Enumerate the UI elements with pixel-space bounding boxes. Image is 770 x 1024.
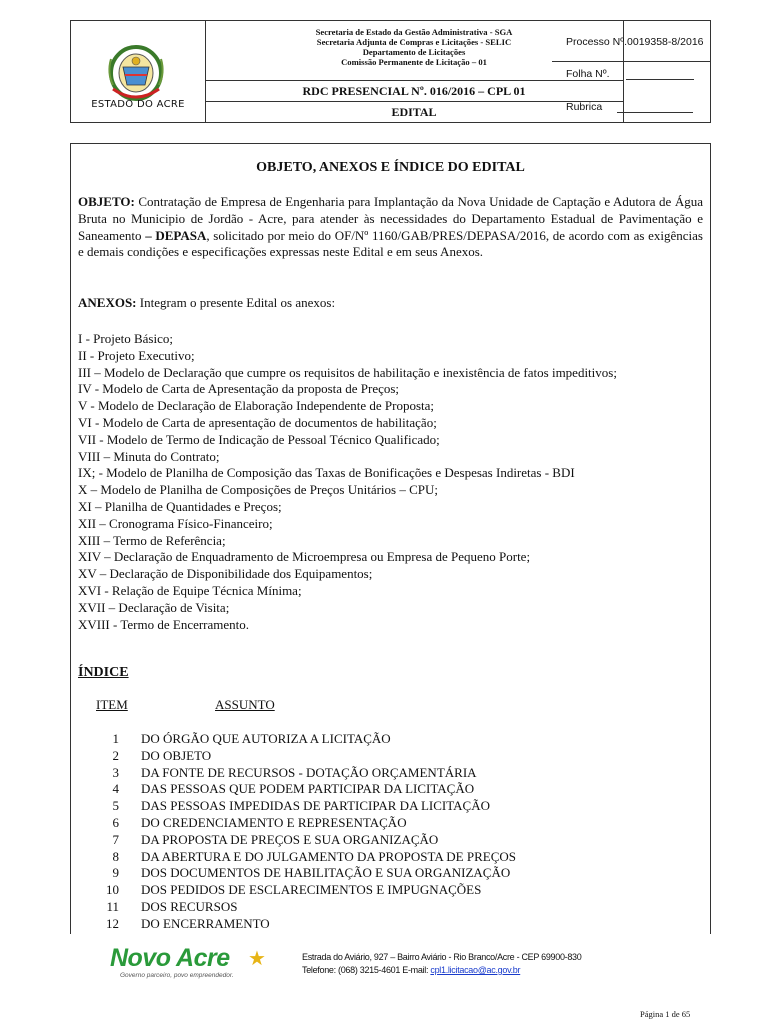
objeto-paragraph [78,194,703,261]
item-subject: DA ABERTURA E DO JULGAMENTO DA PROPOSTA DE PREÇOS [141,848,516,864]
list-item: XI – Planilha de Quantidades e Preços; [78,498,282,514]
rubrica-label: Rubrica [566,101,603,113]
list-item [95,849,655,866]
list-item [95,916,655,933]
item-subject: DOS DOCUMENTOS DE HABILITAÇÃO E SUA ORGANIZAÇÃO [141,865,511,881]
folha-field [552,62,711,98]
novo-acre-logo [110,944,280,984]
indice-heading: ÍNDICE [78,665,129,680]
item-subject: DO ENCERRAMENTO [141,915,270,931]
item-number: 11 [106,898,119,914]
list-item: I - Projeto Básico; [78,331,173,346]
list-item [95,815,655,832]
dept-line: Departamento de Licitações [362,47,466,57]
edital-label: EDITAL [391,105,437,119]
list-item: XIII – Termo de Referência; [78,532,226,548]
page-number: Página 1 de 65 [640,1009,691,1019]
item-number: 8 [112,848,119,864]
list-item: IX; - Modelo de Planilha de Composição das Taxas de Bonificações e Despesas Indiretas - BDI [78,465,575,481]
list-item [95,731,655,748]
star-icon: ★ [248,948,266,970]
dept-line: Secretaria de Estado da Gestão Administrativa - SGA [315,27,513,37]
item-number: 5 [112,798,119,814]
dept-line: Comissão Permanente de Licitação – 01 [341,57,487,67]
item-subject: DA PROPOSTA DE PREÇOS E SUA ORGANIZAÇÃO [141,831,439,847]
item-number: 12 [106,915,119,931]
list-item: IV - Modelo de Carta de Apresentação da proposta de Preços; [78,381,400,397]
address-line: Estrada do Aviário, 927 – Bairro Aviário - Rio Branco/Acre - CEP 69900-830 [302,952,582,962]
anexos-paragraph [78,295,703,312]
item-number: 6 [112,814,119,830]
list-item: XVI - Relação de Equipe Técnica Mínima; [78,582,302,598]
list-item: XVIII - Termo de Encerramento. [78,616,250,632]
objeto-label: OBJETO: [78,194,135,209]
list-item: II - Projeto Executivo; [78,347,195,363]
folha-blank [626,70,694,80]
list-item: VI - Modelo de Carta de apresentação de documentos de habilitação; [78,414,437,430]
list-item: V - Modelo de Declaração de Elaboração Independente de Proposta; [78,398,435,414]
anexos-list [78,331,703,633]
acre-coat-of-arms-icon [101,43,171,105]
item-subject: DA FONTE DE RECURSOS - DOTAÇÃO ORÇAMENTÁRIA [141,764,477,780]
item-subject: DAS PESSOAS IMPEDIDAS DE PARTICIPAR DA LICITAÇÃO [141,798,491,814]
list-item [95,781,655,798]
list-item [95,748,655,765]
anexos-label: ANEXOS: [78,295,137,310]
page-title: OBJETO, ANEXOS E ÍNDICE DO EDITAL [256,160,525,175]
objeto-text-1: Contratação de Empresa de Engenharia para Implantação da Nova Unidade de Captação e Adutora de Água Bruta no Municipio de Jordão - Acre, para atender às necessidades do Departamento Estadual de Pavimentação e Saneamento [78,194,703,243]
list-item: VIII – Minuta do Contrato; [78,448,220,464]
column-header-assunto: ASSUNTO [215,697,275,712]
item-number: 2 [112,747,119,763]
rubrica-blank [617,103,693,113]
process-info-cell [552,20,711,123]
footer-address [302,951,581,977]
processo-number: Processo Nº.0019358-8/2016 [552,20,711,62]
objeto-text-2: , solicitado por meio do OF/Nº 1160/GAB/PRES/DEPASA/2016, de acordo com as exigências e demais condições e especificações expressas neste Edital e em seus Anexos. [78,227,703,260]
list-item: XII – Cronograma Físico-Financeiro; [78,515,273,531]
rdc-number: RDC PRESENCIAL Nº. 016/2016 – CPL 01 [205,80,623,102]
indice-list [95,731,655,933]
contact-line [302,964,581,977]
item-number: 4 [112,781,119,797]
item-number: 7 [112,831,119,847]
logo-tagline: Governo parceiro, povo empreendedor. [120,972,234,979]
dept-line: Secretaria Adjunta de Compras e Licitações - SELIC [316,37,512,47]
item-subject: DOS PEDIDOS DE ESCLARECIMENTOS E IMPUGNAÇÕES [141,882,482,898]
logo-text: Novo Acre [110,944,230,972]
list-item [95,765,655,782]
list-item: XVII – Declaração de Visita; [78,599,230,615]
list-item: XIV – Declaração de Enquadramento de Microempresa ou Empresa de Pequeno Porte; [78,549,531,565]
list-item: III – Modelo de Declaração que cumpre os requisitos de habilitação e inexistência de fatos impeditivos; [78,364,617,380]
estado-label: ESTADO DO ACRE [91,99,185,110]
list-item [95,832,655,849]
item-number: 3 [112,764,119,780]
item-subject: DOS RECURSOS [141,898,238,914]
objeto-depasa: – DEPASA [145,227,207,243]
item-subject: DO CREDENCIAMENTO E REPRESENTAÇÃO [141,814,407,830]
rubrica-field [552,98,711,123]
phone-text: Telefone: (068) 3215-4601 E-mail: [302,965,431,975]
item-number: 10 [106,882,119,898]
item-subject: DO OBJETO [141,747,212,763]
folha-label: Folha Nº. [566,68,610,80]
list-item [95,798,655,815]
list-item: VII - Modelo de Termo de Indicação de Pessoal Técnico Qualificado; [78,431,440,447]
item-subject: DAS PESSOAS QUE PODEM PARTICIPAR DA LICITAÇÃO [141,781,475,797]
item-number: 1 [112,731,119,746]
list-item: X – Modelo de Planilha de Composições de Preços Unitários – CPU; [78,482,438,498]
list-item: XV – Declaração de Disponibilidade dos Equipamentos; [78,566,373,582]
column-header-item: ITEM [96,697,128,712]
header-logo-cell [71,21,206,122]
item-number: 9 [112,865,119,881]
item-subject: DO ÓRGÃO QUE AUTORIZA A LICITAÇÃO [141,731,391,746]
anexos-text: Integram o presente Edital os anexos: [136,295,336,310]
list-item [95,865,655,882]
email-link[interactable]: cpl1.licitacao@ac.gov.br [430,965,521,975]
list-item [95,899,655,916]
list-item [95,882,655,899]
